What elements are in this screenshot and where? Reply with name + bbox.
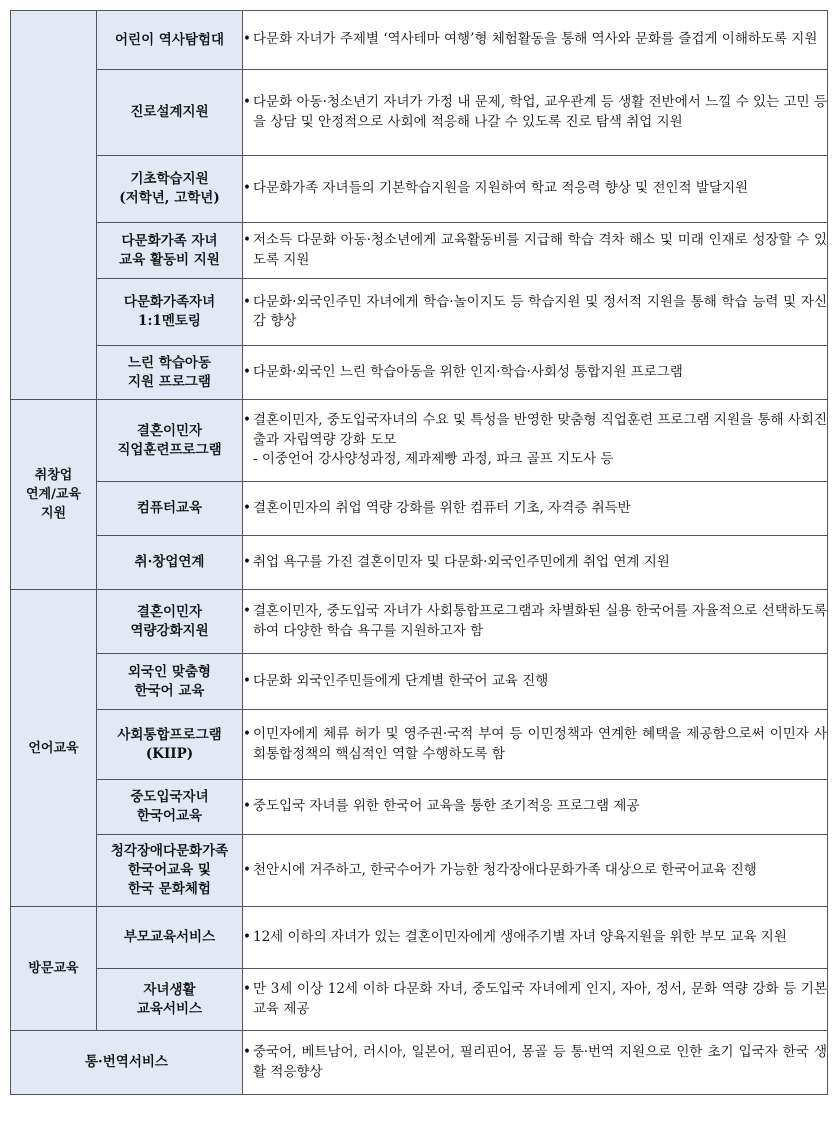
program-description: • 저소득 다문화 아동·청소년에게 교육활동비를 지급해 학습 격차 해소 및 미래 인재로 성장할 수 있도록 지원 — [243, 223, 828, 279]
program-description: • 다문화 외국인주민들에게 단계별 한국어 교육 진행 — [243, 654, 828, 710]
program-name: 사회통합프로그램 (KIIP) — [97, 710, 243, 780]
program-description: • 다문화 아동·청소년기 자녀가 가정 내 문제, 학업, 교우관계 등 생활 전반에서 느낄 수 있는 고민 등을 상담 및 안정적으로 사회에 적응해 나갈 수 있도록 진로 탐색 취업 지원 — [243, 70, 828, 156]
table-row — [11, 70, 828, 156]
table-row — [11, 969, 828, 1031]
table-row — [11, 654, 828, 710]
category-visiting: 방문교육 — [11, 907, 97, 1031]
program-description: • 중국어, 베트남어, 러시아, 일본어, 필리핀어, 몽골 등 통·번역 지원으로 인한 초기 입국자 한국 생활 적응향상 — [243, 1031, 828, 1095]
program-name: 외국인 맞춤형 한국어 교육 — [97, 654, 243, 710]
program-name: 자녀생활 교육서비스 — [97, 969, 243, 1031]
program-description: • 다문화·외국인 느린 학습아동을 위한 인지·학습·사회성 통합지원 프로그램 — [243, 346, 828, 400]
program-table — [10, 10, 828, 1095]
table-row — [11, 400, 828, 482]
table-row — [11, 710, 828, 780]
program-description: • 결혼이민자, 중도입국 자녀가 사회통합프로그램과 차별화된 실용 한국어를 자율적으로 선택하도록 하여 다양한 학습 욕구를 지원하고자 함 — [243, 590, 828, 654]
table-row — [11, 11, 828, 70]
program-description: • 중도입국 자녀를 위한 한국어 교육을 통한 조기적응 프로그램 제공 — [243, 780, 828, 835]
table-row — [11, 156, 828, 223]
program-name: 진로설계지원 — [97, 70, 243, 156]
table-row — [11, 279, 828, 346]
program-sub-item: - 이중언어 강사양성과정, 제과제빵 과정, 파크 골프 지도사 등 — [253, 451, 614, 468]
table-row — [11, 780, 828, 835]
program-name: 취·창업연계 — [97, 536, 243, 590]
program-description: • 다문화·외국인주민 자녀에게 학습·놀이지도 등 학습지원 및 정서적 지원을 통해 학습 능력 및 자신감 향상 — [243, 279, 828, 346]
program-name: 다문화가족자녀 1:1멘토링 — [97, 279, 243, 346]
program-description: • 12세 이하의 자녀가 있는 결혼이민자에게 생애주기별 자녀 양육지원을 위한 부모 교육 지원 — [243, 907, 828, 969]
category-employment: 취창업 연계/교육 지원 — [11, 400, 97, 590]
program-name: 어린이 역사탐험대 — [97, 11, 243, 70]
program-name: 기초학습지원 (저학년, 고학년) — [97, 156, 243, 223]
program-description: • 결혼이민자의 취업 역량 강화를 위한 컴퓨터 기초, 자격증 취득반 — [243, 482, 828, 536]
program-name: 컴퓨터교육 — [97, 482, 243, 536]
table-row — [11, 346, 828, 400]
program-name: 청각장애다문화가족 한국어교육 및 한국 문화체험 — [97, 835, 243, 907]
category-cell-empty — [11, 11, 97, 400]
program-description: • 다문화 자녀가 주제별 ‘역사테마 여행’형 체험활동을 통해 역사와 문화를 즐겁게 이해하도록 지원 — [243, 11, 828, 70]
program-name: 통·번역서비스 — [11, 1031, 243, 1095]
table-row — [11, 907, 828, 969]
program-description: • 천안시에 거주하고, 한국수어가 가능한 청각장애다문화가족 대상으로 한국어교육 진행 — [243, 835, 828, 907]
table-row — [11, 536, 828, 590]
program-name: 중도입국자녀 한국어교육 — [97, 780, 243, 835]
program-name: 결혼이민자 역량강화지원 — [97, 590, 243, 654]
table-row — [11, 223, 828, 279]
program-name: 부모교육서비스 — [97, 907, 243, 969]
program-description: • 취업 욕구를 가진 결혼이민자 및 다문화·외국인주민에게 취업 연계 지원 — [243, 536, 828, 590]
category-language: 언어교육 — [11, 590, 97, 907]
program-description: • 이민자에게 체류 허가 및 영주권·국적 부여 등 이민정책과 연계한 혜택을 제공함으로써 이민자 사회통합정책의 핵심적인 역할 수행하도록 함 — [243, 710, 828, 780]
program-description: • 만 3세 이상 12세 이하 다문화 자녀, 중도입국 자녀에게 인지, 자아, 정서, 문화 역량 강화 등 기본 교육 제공 — [243, 969, 828, 1031]
program-name: 다문화가족 자녀 교육 활동비 지원 — [97, 223, 243, 279]
program-description: • 다문화가족 자녀들의 기본학습지원을 지원하여 학교 적응력 향상 및 전인적 발달지원 — [243, 156, 828, 223]
table-row — [11, 482, 828, 536]
program-description: • 결혼이민자, 중도입국자녀의 수요 및 특성을 반영한 맞춤형 직업훈련 프로그램 지원을 통해 사회진출과 자립역량 강화 도모 - 이중언어 강사양성과정, 제과제빵 과정, 파크 골프 지도사 등 — [243, 400, 828, 482]
table-row — [11, 835, 828, 907]
table-row — [11, 590, 828, 654]
program-name: 느린 학습아동 지원 프로그램 — [97, 346, 243, 400]
table-row — [11, 1031, 828, 1095]
program-name: 결혼이민자 직업훈련프로그램 — [97, 400, 243, 482]
